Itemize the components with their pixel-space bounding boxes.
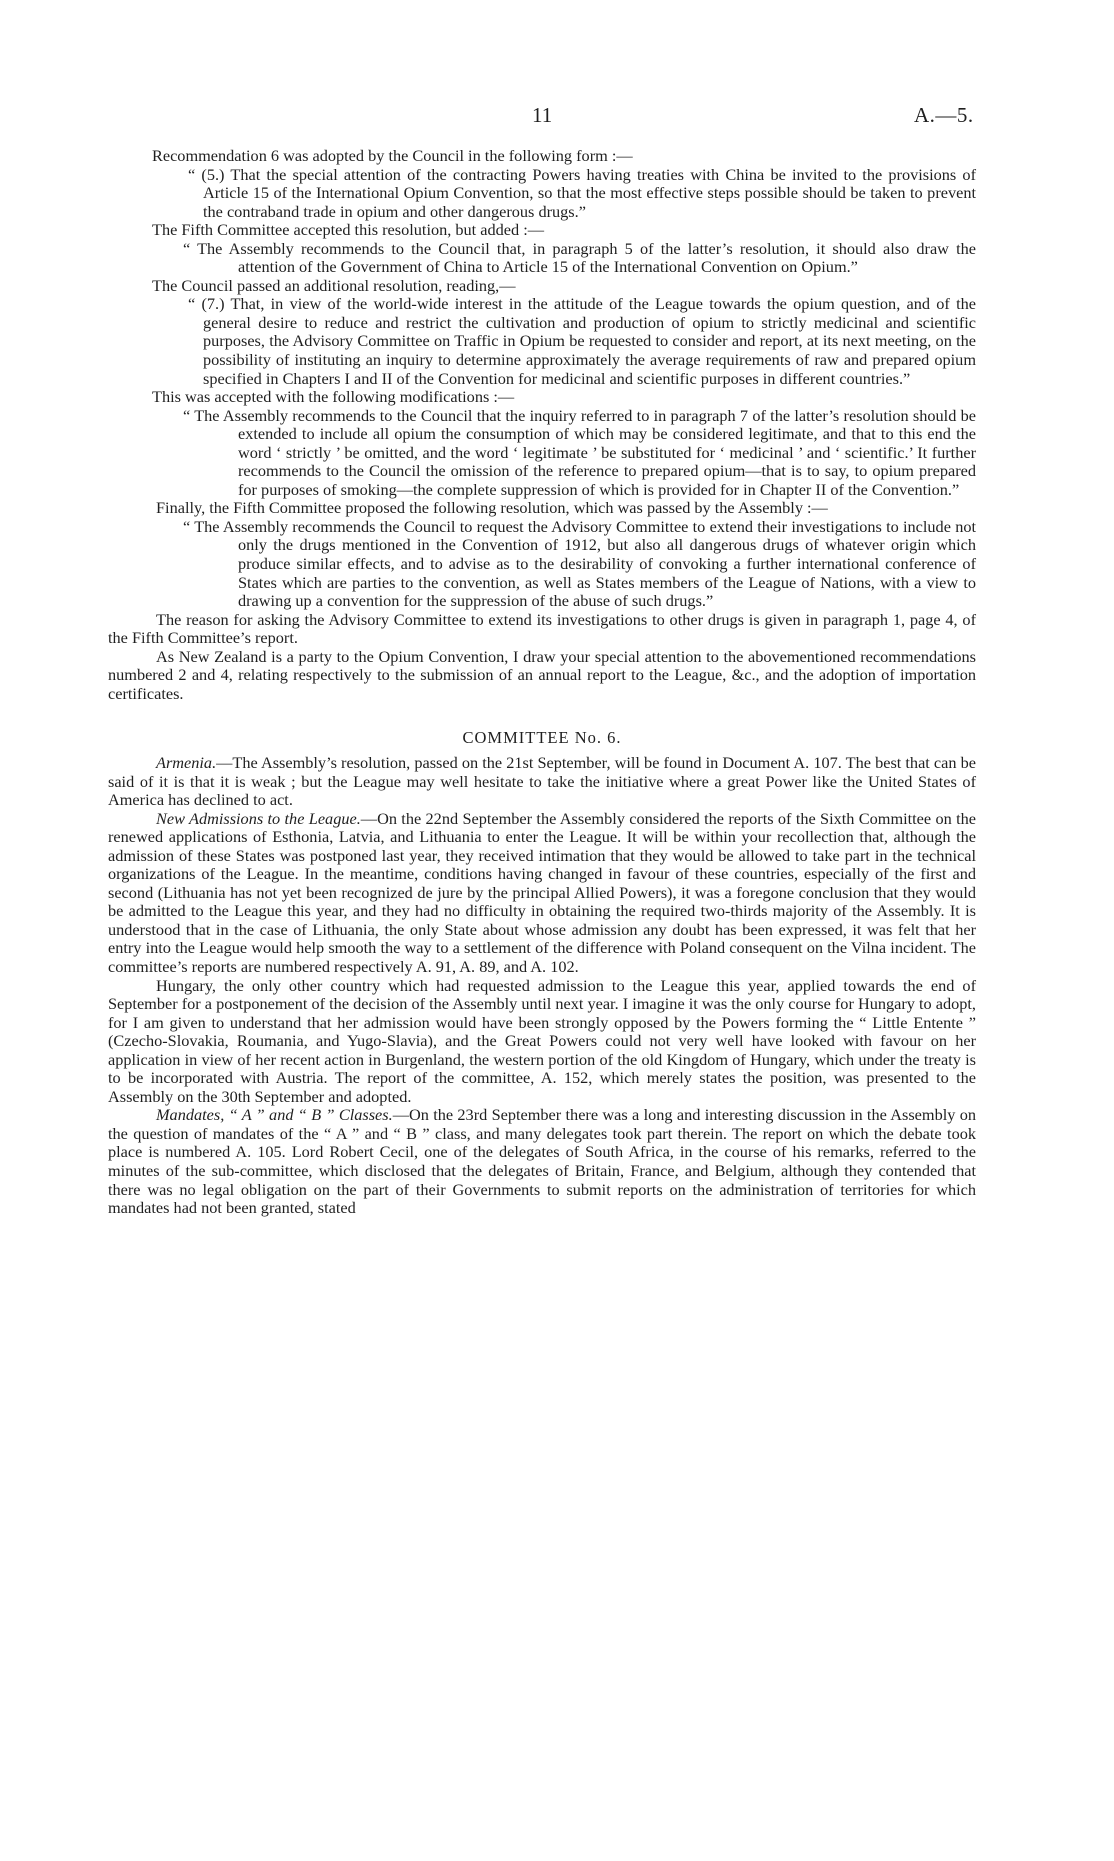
quoted-resolution: “ The Assembly recommends to the Council that the inquiry referred to in paragraph 7 of the latter’s resolution should be extended to include all opium the consumption of which may be considered legitimate, and that to this end the word ‘ strictly ’ be omitted, and the word ‘ legitimate ’ be substituted for ‘ medicinal ’ and ‘ scientific.’ It further recommends to the Council the omission of the reference to prepared opium—that is to say, to opium prepared for purposes of smoking—the complete suppression of which is provided for in Chapter II of the Convention.”: [183, 405, 976, 499]
paragraph-title: Mandates, “ A ” and “ B ” Classes.: [156, 1105, 393, 1125]
document-body: [108, 147, 976, 1218]
paragraph: The Fifth Committee accepted this resolution, but added :—: [152, 220, 545, 240]
paragraph: The Council passed an additional resolution, reading,—: [152, 275, 516, 295]
section-paragraph-new-admissions: New Admissions to the League.—On the 22nd September the Assembly considered the reports of the Sixth Committee on the renewed applications of Esthonia, Latvia, and Lithuania to enter the League. It will be within your recollection that, although the admission of these States was postponed last year, they received intimation that they would be allowed to take part in the technical organizations of the League. In the meantime, conditions having changed in favour of these countries, especially of the first and second (Lithuania has not yet been recognized de jure by the principal Allied Powers), it was a foregone conclusion that they would be admitted to the League this year, and they had no difficulty in obtaining the required two-thirds majority of the Assembly. It is understood that in the case of Lithuania, the only State about whose admission any doubt has been expressed, it was felt that her entry into the League would help smooth the way to a settlement of the difference with Poland consequent on the Vilna incident. The committee’s reports are numbered respectively A. 91, A. 89, and A. 102.: [108, 808, 976, 976]
section-paragraph-mandates: Mandates, “ A ” and “ B ” Classes.—On the 23rd September there was a long and interesting discussion in the Assembly on the question of mandates of the “ A ” and “ B ” class, and many delegates took part therein. The report on which the debate took place is numbered A. 105. Lord Robert Cecil, one of the delegates of South Africa, in the course of his remarks, referred to the minutes of the sub-committee, which disclosed that the delegates of Britain, France, and Belgium, although they contended that there was no legal obligation on the part of their Governments to submit reports on the administration of territories for which mandates had not been granted, stated: [108, 1105, 976, 1218]
paragraph: As New Zealand is a party to the Opium Convention, I draw your special attention to the abovementioned recommendations numbered 2 and 4, relating respectively to the submission of an annual report to the League, &c., and the adoption of importation certificates.: [108, 646, 976, 703]
quoted-resolution: “ (7.) That, in view of the world-wide interest in the attitude of the League towards the opium question, and of the general desire to reduce and restrict the cultivation and production of opium to strictly medicinal and scientific purposes, the Advisory Committee on Traffic in Opium be requested to consider and report, at its next meeting, on the possibility of instituting an inquiry to determine approximately the average requirements of raw and prepared opium specified in Chapters I and II of the Convention for medicinal and scientific purposes in different countries.”: [188, 294, 976, 388]
paragraph: This was accepted with the following modifications :—: [152, 387, 515, 407]
paragraph: Finally, the Fifth Committee proposed the following resolution, which was passed by the Assembly :—: [156, 498, 828, 518]
section-heading: COMMITTEE No. 6.: [462, 728, 622, 748]
paragraph-title: Armenia.: [156, 752, 217, 772]
quoted-resolution: “ (5.) That the special attention of the contracting Powers having treaties with China be invited to the provisions of Article 15 of the International Opium Convention, so that the most effective steps possible should be taken to prevent the contraband trade in opium and other dangerous drugs.”: [188, 164, 976, 221]
quoted-resolution: “ The Assembly recommends to the Council that, in paragraph 5 of the latter’s resolution, it should also draw the attention of the Government of China to Article 15 of the International Convention on Opium.”: [183, 238, 976, 277]
document-reference: A.—5.: [914, 103, 974, 127]
paragraph: The reason for asking the Advisory Committee to extend its investigations to other drugs is given in paragraph 1, page 4, of the Fifth Committee’s report.: [108, 609, 976, 648]
page-number: 11: [532, 103, 553, 127]
section-paragraph-armenia: Armenia.—The Assembly’s resolution, passed on the 21st September, will be found in Document A. 107. The best that can be said of it is that it is weak ; but the League may well hesitate to take the initiative where a great Power like the United States of America has declined to act.: [108, 752, 976, 810]
section-paragraph-hungary: Hungary, the only other country which had requested admission to the League this year, applied towards the end of September for a postponement of the decision of the Assembly until next year. I imagine it was the only course for Hungary to adopt, for I am given to understand that her admission would have been strongly opposed by the Powers forming the “ Little Entente ” (Czecho-Slovakia, Roumania, and Yugo-Slavia), and the Great Powers could not very well have looked with favour on her application in view of her recent action in Burgenland, the western portion of the old Kingdom of Hungary, which under the treaty is to be incorporated with Austria. The report of the committee, A. 152, which merely states the position, was presented to the Assembly on the 30th September and adopted.: [108, 975, 976, 1106]
paragraph: Recommendation 6 was adopted by the Council in the following form :—: [152, 146, 633, 165]
quoted-resolution: “ The Assembly recommends the Council to request the Advisory Committee to extend their investigations to include not only the drugs mentioned in the Convention of 1912, but also all dangerous drugs of whatever origin which produce similar effects, and to advise as to the desirability of convoking a further international conference of States which are parties to the convention, as well as States members of the League of Nations, with a view to drawing up a convention for the suppression of the abuse of such drugs.”: [183, 516, 976, 611]
paragraph-title: New Admissions to the League.: [156, 808, 361, 828]
